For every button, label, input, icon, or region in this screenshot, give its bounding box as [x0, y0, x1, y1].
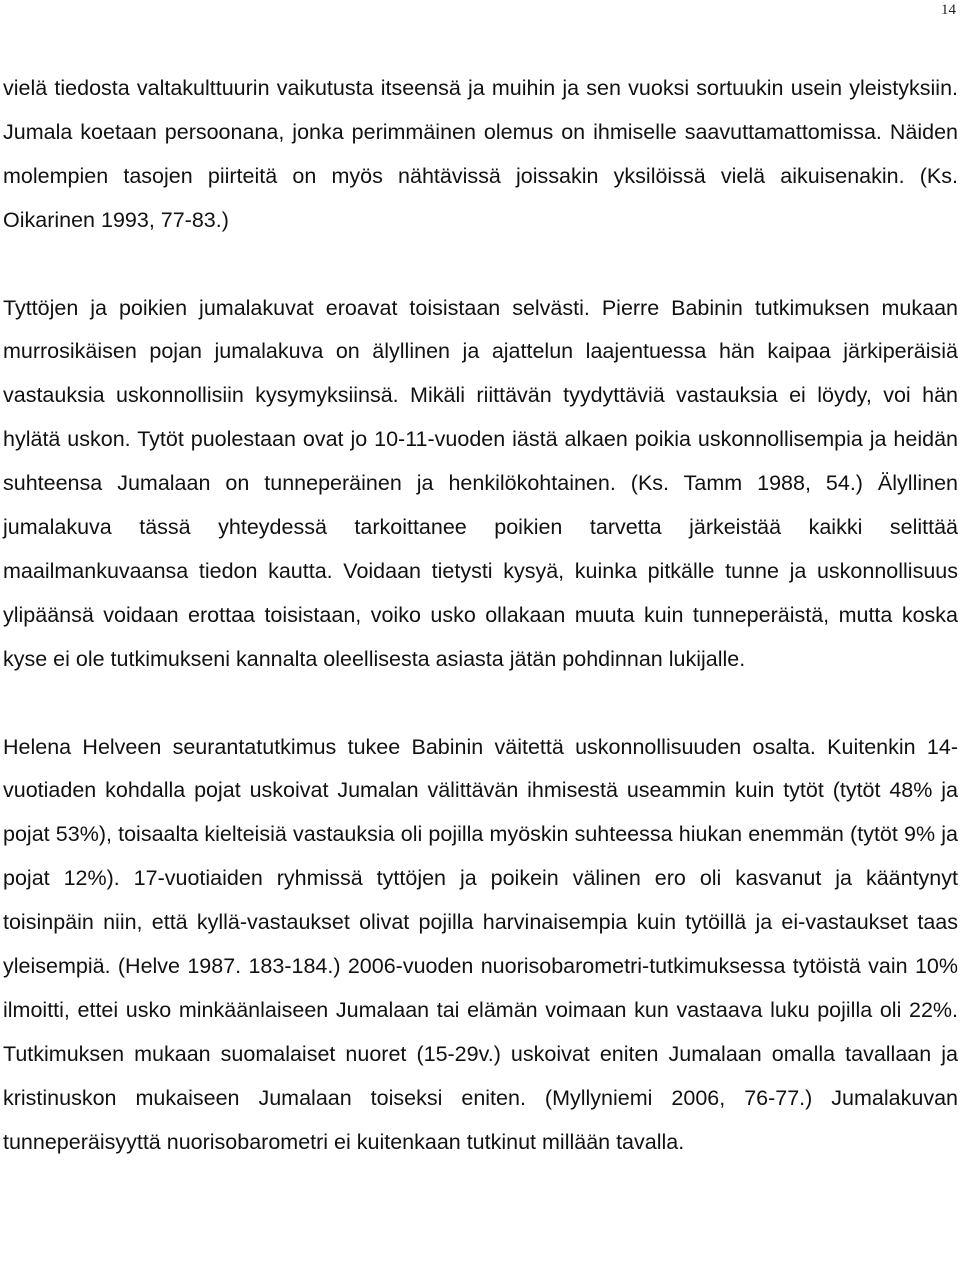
paragraph-2: Tyttöjen ja poikien jumalakuvat eroavat toisistaan selvästi. Pierre Babinin tutkimuksen mukaan murrosikäisen pojan jumalakuva on älyllinen ja ajattelun laajentuessa hän kaipaa järkiperäisiä vastauksia uskonnollisiin kysymyksiinsä. Mikäli riittävän tyydyttäviä vastauksia ei löydy, voi hän hylätä uskon. Tytöt puolestaan ovat jo 10-11-vuoden iästä alkaen poikia uskonnollisempia ja heidän suhteensa Jumalaan on tunneperäinen ja henkilökohtainen. (Ks. Tamm 1988, 54.) Älyllinen jumalakuva tässä yhteydessä tarkoittanee poikien tarvetta järkeistää kaikki selittää maailmankuvaansa tiedon kautta. Voidaan tietysti kysyä, kuinka pitkälle tunne ja uskonnollisuus ylipäänsä voidaan erottaa toisistaan, voiko usko ollakaan muuta kuin tunneperäistä, mutta koska kyse ei ole tutkimukseni kannalta oleellisesta asiasta jätän pohdinnan lukijalle.	[3, 295, 958, 671]
document-body	[3, 67, 958, 1165]
paragraph-1: vielä tiedosta valtakulttuurin vaikutusta itseensä ja muihin ja sen vuoksi sortuukin usein yleistyksiin. Jumala koetaan persoonana, jonka perimmäinen olemus on ihmiselle saavuttamattomissa. Näiden molempien tasojen piirteitä on myös nähtävissä joissakin yksilöissä vielä aikuisenakin. (Ks. Oikarinen 1993, 77-83.)	[3, 76, 958, 232]
paragraph-3: Helena Helveen seurantatutkimus tukee Babinin väitettä uskonnollisuuden osalta. Kuitenkin 14-vuotiaden kohdalla pojat uskoivat Jumalan välittävän ihmisestä useammin kuin tytöt (tytöt 48% ja pojat 53%), toisaalta kielteisiä vastauksia oli pojilla myöskin suhteessa hiukan enemmän (tytöt 9% ja pojat 12%). 17-vuotiaiden ryhmissä tyttöjen ja poikein välinen ero oli kasvanut ja kääntynyt toisinpäin niin, että kyllä-vastaukset olivat pojilla harvinaisempia kuin tytöillä ja ei-vastaukset taas yleisempiä. (Helve 1987. 183-184.) 2006-vuoden nuorisobarometri-tutkimuksessa tytöistä vain 10% ilmoitti, ettei usko minkäänlaiseen Jumalaan tai elämän voimaan kun vastaava luku pojilla oli 22%. Tutkimuksen mukaan suomalaiset nuoret (15-29v.) uskoivat eniten Jumalaan omalla tavallaan ja kristinuskon mukaiseen Jumalaan toiseksi eniten. (Myllyniemi 2006, 76-77.) Jumalakuvan tunneperäisyyttä nuorisobarometri ei kuitenkaan tutkinut millään tavalla.	[3, 734, 958, 1154]
page-number: 14	[941, 2, 956, 18]
